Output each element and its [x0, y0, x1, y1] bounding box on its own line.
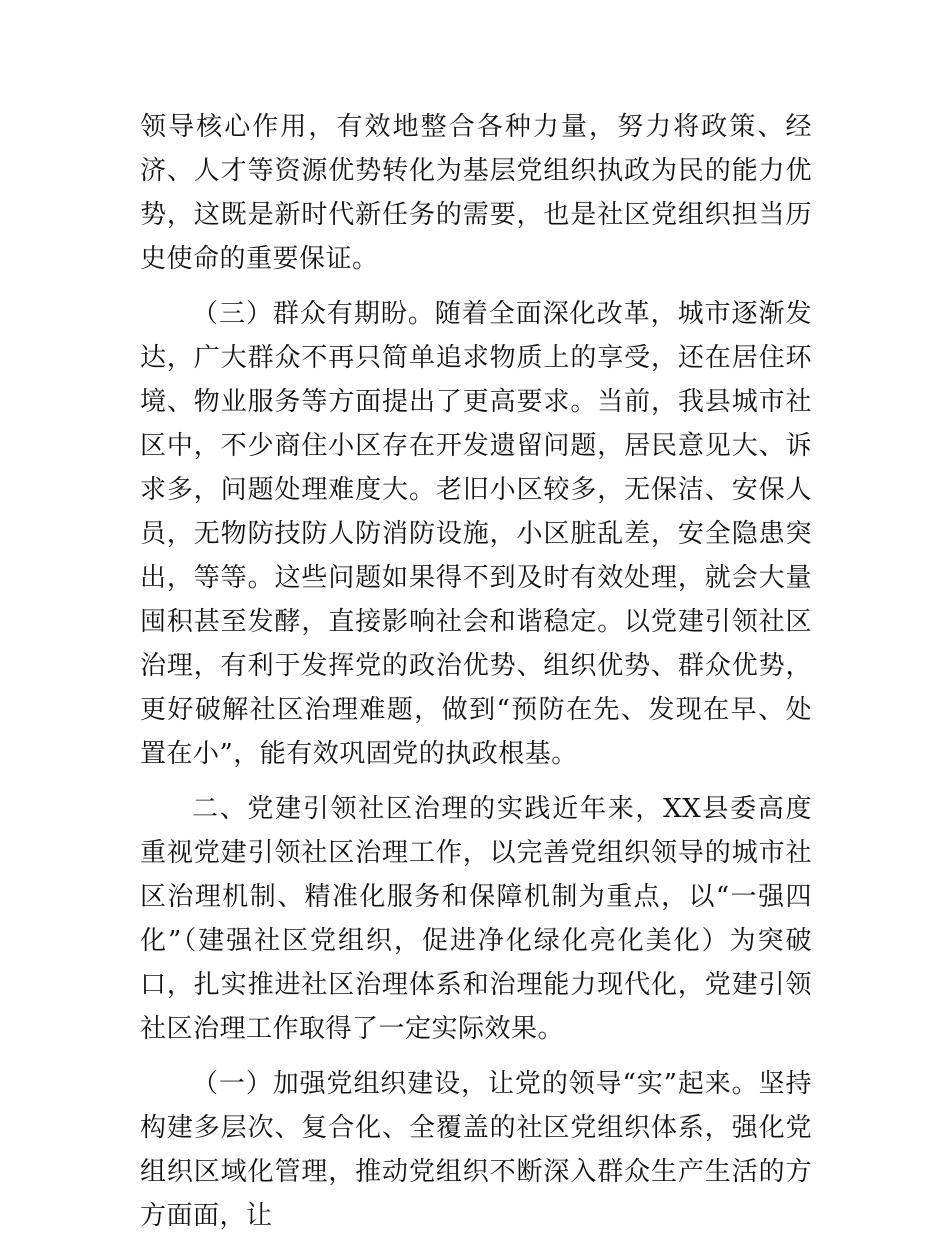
paragraph-continuation: 领导核心作用，有效地整合各种力量，努力将政策、经济、人才等资源优势转化为基层党组织执政为民的能力优势，这既是新时代新任务的需要，也是社区党组织担当历史使命的重要保证。	[140, 112, 812, 274]
paragraph-strengthen-party-organization: （一）加强党组织建设，让党的领导“实”起来。坚持构建多层次、复合化、全覆盖的社区党组织体系，强化党组织区域化管理，推动党组织不断深入群众生产生活的方方面面，让	[140, 1069, 812, 1231]
paragraph-section-two-practice: 二、党建引领社区治理的实践近年来，XX县委高度重视党建引领社区治理工作，以完善党组织领导的城市社区治理机制、精准化服务和保障机制为重点，以“一强四化”（建强社区党组织，促进净化绿化亮化美化）为突破口，扎实推进社区治理体系和治理能力现代化，党建引领社区治理工作取得了一定实际效果。	[140, 794, 812, 1044]
document-body	[140, 105, 812, 1238]
paragraph-public-expectations: （三）群众有期盼。随着全面深化改革，城市逐渐发达，广大群众不再只简单追求物质上的享受，还在居住环境、物业服务等方面提出了更高要求。当前，我县城市社区中，不少商住小区存在开发遗留问题，居民意见大、诉求多，问题处理难度大。老旧小区较多，无保洁、安保人员，无物防技防人防消防设施，小区脏乱差，安全隐患突出，等等。这些问题如果得不到及时有效处理，就会大量囤积甚至发酵，直接影响社会和谐稳定。以党建引领社区治理，有利于发挥党的政治优势、组织优势、群众优势，更好破解社区治理难题，做到“预防在先、发现在早、处置在小”，能有效巩固党的执政根基。	[140, 299, 812, 769]
